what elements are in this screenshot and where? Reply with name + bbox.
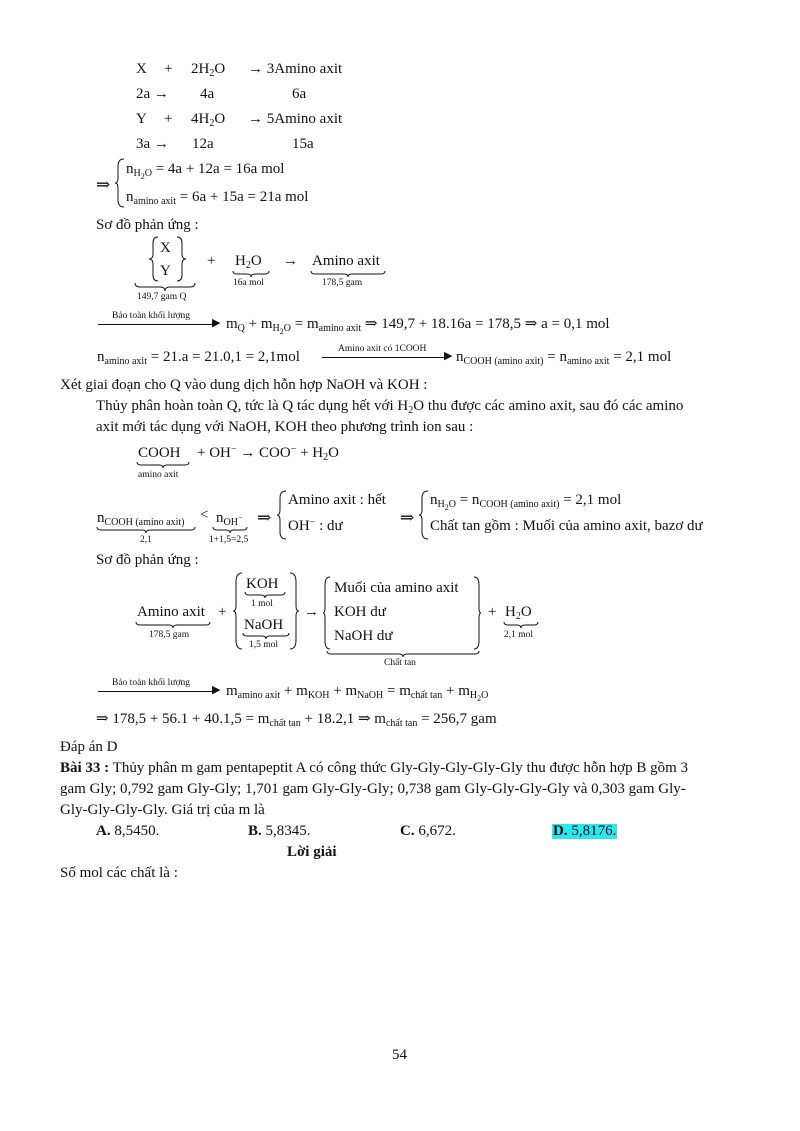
plus-sign: + [488,604,497,620]
arrow-head-icon: ▶ [444,350,453,362]
right-brace-icon [175,236,187,282]
mass-balance-equation: $m_Q + m_{H_2O} = m_{amino axit}$ ⇒ 149,7 + 18.16a = 178,5 ⇒ a = 0,1 mol [226,316,610,336]
stoich-water: 12a [192,136,214,152]
stage-heading: Xét giai đoạn cho Q vào dung dịch hỗn hợp NaOH và KOH : [60,377,428,393]
ion-rest: + $OH^- \to COO^- + H_2O$ [197,444,339,463]
koh-term: KOH [246,576,279,592]
stoich-product: 6a [292,86,307,102]
underbrace-icon [136,461,190,469]
water-term: $H_2O$ [235,253,262,271]
answer-line: Đáp án D [60,739,118,755]
implies-icon: ⇒ [257,508,272,527]
n-amino-line: $n_{amino axit} = 6a + 15a = 21a$ mol [126,189,309,207]
koh-mol: 1 mol [251,599,273,609]
underbrace-icon [134,282,196,292]
arrow-icon: → [304,604,319,620]
paragraph-line: Thủy phân hoàn toàn Q, tức là Q tác dụng hết với $H_2O$ thu được các amino axit, sau đó các amino [96,398,684,416]
plus-sign: + [218,604,227,620]
amino-mass-label: 178,5 gam [322,278,363,288]
implies-icon: ⇒ [400,508,415,527]
stoich-water: 4a [200,86,215,102]
underbrace-icon [232,270,270,278]
reactant-y: Y [136,111,147,127]
product-amino-acid: → 3Amino axit [248,61,343,77]
left-brace-icon [114,158,126,208]
amino-state: Amino axit : hết [288,492,386,508]
n-cooh-value: 2,1 [140,535,152,545]
product-salt: Muối của amino axit [334,580,459,596]
amino-mass-label: 178,5 gam [149,630,190,640]
left-brace-icon [276,490,288,540]
n-cooh-eq: $n_{COOH (amino axit)} = n_{amino axit} = 2,1$ mol [456,349,672,367]
product-amino-acid: → 5Amino axit [248,111,343,127]
cooh-term: COOH [138,445,181,461]
oh-state: OH− : dư [288,517,343,534]
n-cooh-term: $n_{COOH (amino axit)}$ [97,510,185,528]
arrow-icon: → [283,253,298,269]
water-relation: $n_{H_2O} = n_{COOH (amino axit)} = 2,1$ mol [430,492,622,512]
product-koh: KOH dư [334,604,386,620]
arrow-label: Amino axit có 1COOH [338,344,427,354]
left-brace-icon [418,490,430,540]
n-h2o-line: $n_{H_2O} = 4a + 12a = 16a$ mol [126,161,285,181]
cooh-under-label: amino axit [138,470,179,480]
implies-icon: ⇒ [96,175,111,194]
stoich-row: 2a → [136,86,169,102]
long-arrow-icon [322,357,448,358]
underbrace-icon [242,632,290,640]
n-amino-eq: $n_{amino axit} = 21.a = 21.0,1 = 2,1mol$ [97,349,300,367]
solution-title: Lời giải [287,844,337,860]
reactant-x: X [136,61,147,77]
n-oh-term: $n_{OH^-}$ [216,510,243,528]
n-oh-value: 1+1,5=2,5 [209,535,249,545]
left-brace-icon [148,236,160,282]
left-brace-icon [322,576,332,650]
right-brace-icon [288,572,300,650]
question-text: Bài 33 : Thủy phân m gam pentapeptit A có công thức Gly-Gly-Gly-Gly-Gly thu được hỗn hợp B gồm 3 [60,760,689,776]
arrow-label: Bảo toàn khối lượng [112,311,190,321]
solute-line: Chất tan gồm : Muối của amino axit, bazơ dư [430,518,703,534]
long-arrow-icon [98,691,216,692]
water-mol-label: 16a mol [233,278,264,288]
solute-label: Chất tan [384,658,416,668]
less-than: < [200,507,209,523]
stoich-row: 3a → [136,136,169,152]
plus-sign: + [207,253,216,269]
water-reactant: $4H_2O$ [191,111,226,129]
naoh-term: NaOH [244,617,284,633]
arrow-head-icon: ▶ [212,684,221,696]
scheme-title: Sơ đồ phản ứng : [96,217,199,233]
plus-sign: + [164,61,173,77]
product-naoh: NaOH dư [334,628,393,644]
underbrace-icon [135,621,211,629]
page-number: 54 [392,1047,407,1063]
solution-first-line: Số mol các chất là : [60,865,178,881]
amino-acid-term: Amino axit [312,253,380,269]
water-reactant: $2H_2O$ [191,61,226,79]
underbrace-icon [503,621,539,629]
option-d-correct[interactable]: D. 5,8176. [553,823,617,839]
q-mass-label: 149,7 gam Q [137,292,187,302]
arrow-head-icon: ▶ [212,317,221,329]
question-text: Gly-Gly-Gly-Gly. Giá trị của m là [60,802,265,818]
reactant-x: X [160,240,171,256]
underbrace-icon [326,650,480,658]
paragraph-line: axit mới tác dụng với NaOH, KOH theo phương trình ion sau : [96,419,474,435]
underbrace-icon [244,591,286,599]
option-b[interactable]: B. 5,8345. [248,823,311,839]
water-mol-label: 2,1 mol [504,630,534,640]
question-text: gam Gly; 0,792 gam Gly-Gly; 1,701 gam Gly-Gly-Gly; 0,738 gam Gly-Gly-Gly-Gly và 0,303 gam Gly- [60,781,686,797]
option-c[interactable]: C. 6,672. [400,823,456,839]
underbrace-icon [310,270,386,278]
plus-sign: + [164,111,173,127]
reactant-y: Y [160,263,171,279]
water-term: $H_2O$ [505,604,532,622]
naoh-mol: 1,5 mol [249,640,279,650]
option-a[interactable]: A. 8,5450. [96,823,160,839]
underbrace-icon [212,526,248,534]
arrow-label: Bảo toàn khối lượng [112,678,190,688]
right-brace-icon [472,576,482,650]
stoich-product: 15a [292,136,314,152]
amino-acid-term: Amino axit [137,604,205,620]
mass-balance-equation: $m_{amino axit} + m_{KOH} + m_{NaOH} = m_{chất tan} + m_{H_2O}$ [226,683,489,703]
underbrace-icon [96,526,196,534]
scheme-title: Sơ đồ phản ứng : [96,552,199,568]
long-arrow-icon [98,324,216,325]
mass-result: ⇒ $178,5 + 56.1 + 40.1,5 = m_{chất tan} + 18.2,1$ ⇒ $m_{chất tan} = 256,7$ gam [96,711,497,729]
